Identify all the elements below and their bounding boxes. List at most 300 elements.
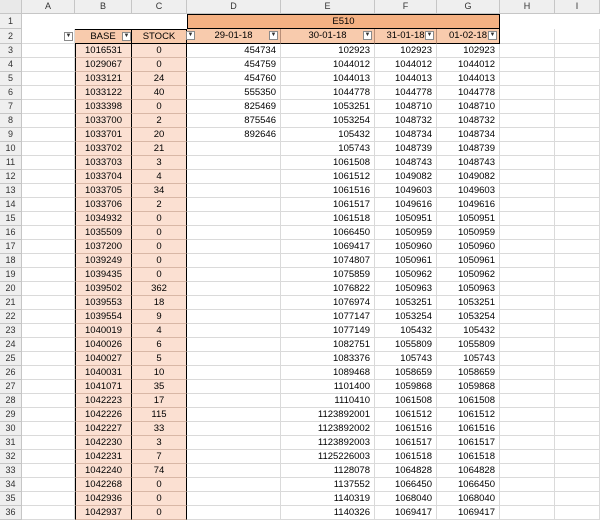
date-d-cell[interactable] [187,506,281,520]
date-g-cell[interactable]: 1058659 [437,366,500,380]
column-header-i[interactable]: I [555,0,600,14]
date-d-cell[interactable]: 454734 [187,44,281,58]
date-d-cell[interactable]: 825469 [187,100,281,114]
date-e-cell[interactable]: 105432 [281,128,375,142]
base-cell[interactable]: 1033703 [75,156,132,170]
empty-cell[interactable] [555,506,600,520]
date-d-cell[interactable] [187,366,281,380]
stock-cell[interactable]: 21 [132,142,187,156]
empty-cell[interactable] [555,282,600,296]
row-header[interactable]: 3 [0,44,22,58]
date-e-cell[interactable]: 1110410 [281,394,375,408]
base-cell[interactable]: 1033121 [75,72,132,86]
stock-cell[interactable]: 9 [132,310,187,324]
date-e-cell[interactable]: 1128078 [281,464,375,478]
base-cell[interactable]: 1039553 [75,296,132,310]
date-g-cell[interactable]: 1059868 [437,380,500,394]
chevron-down-icon[interactable]: ▼ [65,33,72,39]
stock-cell[interactable]: 18 [132,296,187,310]
empty-cell[interactable] [500,142,555,156]
date-g-cell[interactable]: 1048710 [437,100,500,114]
empty-cell[interactable] [500,422,555,436]
date-d-cell[interactable]: 892646 [187,128,281,142]
date-d-cell[interactable] [187,170,281,184]
date-f-cell[interactable]: 102923 [375,44,437,58]
chevron-down-icon[interactable]: ▼ [187,32,194,38]
date-g-cell[interactable]: 1049616 [437,198,500,212]
empty-cell[interactable] [22,506,75,520]
empty-cell[interactable] [22,212,75,226]
empty-cell[interactable] [555,352,600,366]
date-e-cell[interactable]: 1061518 [281,212,375,226]
row-header[interactable]: 6 [0,86,22,100]
date-f-cell[interactable]: 1048732 [375,114,437,128]
row-header[interactable]: 33 [0,464,22,478]
date-g-cell[interactable]: 1050961 [437,254,500,268]
empty-cell[interactable] [500,72,555,86]
empty-cell[interactable] [500,226,555,240]
date-f-cell[interactable]: 1050951 [375,212,437,226]
date-f-cell[interactable]: 1064828 [375,464,437,478]
empty-cell[interactable] [22,380,75,394]
empty-cell[interactable] [22,114,75,128]
date-d-cell[interactable] [187,324,281,338]
date-e-cell[interactable]: 1123892003 [281,436,375,450]
row-header[interactable]: 27 [0,380,22,394]
header-date-f[interactable]: 31-01-18 ▼ [375,29,437,44]
date-d-cell[interactable] [187,310,281,324]
empty-cell[interactable] [555,394,600,408]
row-header[interactable]: 17 [0,240,22,254]
row-header[interactable]: 10 [0,142,22,156]
empty-cell[interactable] [500,506,555,520]
empty-cell[interactable] [500,128,555,142]
empty-cell[interactable] [555,58,600,72]
stock-cell[interactable]: 0 [132,478,187,492]
empty-cell[interactable] [22,464,75,478]
stock-cell[interactable]: 0 [132,492,187,506]
stock-cell[interactable]: 20 [132,128,187,142]
empty-cell[interactable] [555,380,600,394]
date-d-cell[interactable] [187,184,281,198]
row-header[interactable]: 18 [0,254,22,268]
row-header[interactable]: 5 [0,72,22,86]
date-e-cell[interactable]: 1061516 [281,184,375,198]
empty-cell[interactable] [500,380,555,394]
date-e-cell[interactable]: 1053254 [281,114,375,128]
date-g-cell[interactable]: 1050959 [437,226,500,240]
row-header[interactable]: 22 [0,310,22,324]
date-f-cell[interactable]: 1058659 [375,366,437,380]
base-cell[interactable]: 1033706 [75,198,132,212]
date-f-cell[interactable]: 1050961 [375,254,437,268]
stock-cell[interactable]: 24 [132,72,187,86]
header-base[interactable]: ▼ BASE [75,29,132,44]
empty-cell[interactable] [22,394,75,408]
empty-cell[interactable] [22,422,75,436]
stock-cell[interactable]: 40 [132,86,187,100]
date-f-cell[interactable]: 1044013 [375,72,437,86]
date-g-cell[interactable]: 1061512 [437,408,500,422]
empty-cell[interactable] [500,324,555,338]
stock-cell[interactable]: 5 [132,352,187,366]
date-e-cell[interactable]: 105743 [281,142,375,156]
empty-cell[interactable] [22,240,75,254]
date-d-cell[interactable] [187,254,281,268]
empty-cell[interactable] [555,156,600,170]
row-header[interactable]: 13 [0,184,22,198]
row-header[interactable]: 20 [0,282,22,296]
date-g-cell[interactable]: 1048743 [437,156,500,170]
date-g-cell[interactable]: 1049082 [437,170,500,184]
stock-cell[interactable]: 3 [132,436,187,450]
empty-cell[interactable] [22,478,75,492]
chevron-down-icon[interactable]: ▼ [489,32,496,38]
date-f-cell[interactable]: 1048743 [375,156,437,170]
empty-cell[interactable] [500,338,555,352]
date-e-cell[interactable]: 1053251 [281,100,375,114]
base-cell[interactable]: 1040019 [75,324,132,338]
header-date-g[interactable]: 01-02-18 ▼ [437,29,500,44]
empty-cell[interactable] [22,72,75,86]
date-d-cell[interactable]: 454760 [187,72,281,86]
empty-cell[interactable] [500,100,555,114]
row-header[interactable]: 7 [0,100,22,114]
select-all-corner[interactable] [0,0,22,14]
base-cell[interactable]: 1039554 [75,310,132,324]
date-e-cell[interactable]: 1123892002 [281,422,375,436]
stock-cell[interactable]: 4 [132,170,187,184]
row-header[interactable]: 16 [0,226,22,240]
date-f-cell[interactable]: 1053251 [375,296,437,310]
empty-cell[interactable] [22,352,75,366]
date-f-cell[interactable]: 105743 [375,352,437,366]
column-header-b[interactable]: B [75,0,132,14]
date-g-cell[interactable]: 1049603 [437,184,500,198]
date-f-cell[interactable]: 1050962 [375,268,437,282]
empty-cell[interactable] [555,478,600,492]
empty-cell[interactable] [500,184,555,198]
date-e-cell[interactable]: 1061517 [281,198,375,212]
column-header-f[interactable]: F [375,0,437,14]
date-f-cell[interactable]: 1050963 [375,282,437,296]
date-g-cell[interactable]: 1053251 [437,296,500,310]
date-e-cell[interactable]: 1061508 [281,156,375,170]
date-g-cell[interactable]: 102923 [437,44,500,58]
empty-cell[interactable] [22,226,75,240]
date-d-cell[interactable] [187,156,281,170]
date-e-cell[interactable]: 1061512 [281,170,375,184]
empty-cell[interactable] [555,100,600,114]
empty-cell[interactable] [500,478,555,492]
empty-cell[interactable] [22,170,75,184]
date-e-cell[interactable]: 1077149 [281,324,375,338]
empty-cell[interactable] [555,464,600,478]
date-e-cell[interactable]: 1076822 [281,282,375,296]
date-e-cell[interactable]: 1044778 [281,86,375,100]
empty-cell[interactable] [22,156,75,170]
date-d-cell[interactable] [187,240,281,254]
base-cell[interactable]: 1042937 [75,506,132,520]
empty-cell[interactable] [22,86,75,100]
empty-cell[interactable] [500,44,555,58]
date-d-cell[interactable] [187,296,281,310]
base-cell[interactable]: 1039502 [75,282,132,296]
date-e-cell[interactable]: 1066450 [281,226,375,240]
empty-cell[interactable] [555,128,600,142]
date-d-cell[interactable] [187,422,281,436]
empty-cell[interactable] [500,240,555,254]
empty-cell[interactable] [500,282,555,296]
empty-cell[interactable] [500,156,555,170]
empty-cell[interactable] [500,366,555,380]
chevron-down-icon[interactable]: ▼ [426,32,433,38]
empty-cell[interactable] [22,338,75,352]
row-header[interactable]: 19 [0,268,22,282]
column-header-h[interactable]: H [500,0,555,14]
date-f-cell[interactable]: 1050959 [375,226,437,240]
date-f-cell[interactable]: 1061512 [375,408,437,422]
date-f-cell[interactable]: 1049603 [375,184,437,198]
stock-cell[interactable]: 34 [132,184,187,198]
empty-cell[interactable] [555,268,600,282]
stock-cell[interactable]: 0 [132,44,187,58]
date-f-cell[interactable]: 1069417 [375,506,437,520]
empty-cell[interactable] [500,86,555,100]
row-header[interactable]: 35 [0,492,22,506]
empty-cell[interactable] [22,366,75,380]
date-e-cell[interactable]: 1044013 [281,72,375,86]
row-header[interactable]: 2 [0,29,22,44]
column-header-d[interactable]: D [187,0,281,14]
stock-cell[interactable]: 0 [132,240,187,254]
chevron-down-icon[interactable]: ▼ [364,32,371,38]
row-header[interactable]: 32 [0,450,22,464]
empty-cell[interactable] [555,310,600,324]
stock-cell[interactable]: 35 [132,380,187,394]
empty-cell[interactable] [22,268,75,282]
date-d-cell[interactable]: 454759 [187,58,281,72]
empty-cell[interactable] [555,366,600,380]
empty-cell[interactable] [22,436,75,450]
date-e-cell[interactable]: 1125226003 [281,450,375,464]
base-cell[interactable]: 1042223 [75,394,132,408]
empty-cell[interactable] [500,198,555,212]
stock-cell[interactable]: 0 [132,506,187,520]
empty-cell[interactable] [555,240,600,254]
empty-cell[interactable] [22,100,75,114]
date-d-cell[interactable] [187,282,281,296]
empty-cell[interactable] [22,408,75,422]
date-f-cell[interactable]: 1044778 [375,86,437,100]
row-header[interactable]: 14 [0,198,22,212]
row-header[interactable]: 36 [0,506,22,520]
empty-cell[interactable] [500,170,555,184]
date-g-cell[interactable]: 1050962 [437,268,500,282]
empty-cell[interactable] [500,114,555,128]
date-d-cell[interactable] [187,478,281,492]
date-f-cell[interactable]: 1048710 [375,100,437,114]
date-g-cell[interactable]: 1061516 [437,422,500,436]
date-e-cell[interactable]: 1082751 [281,338,375,352]
date-d-cell[interactable]: 555350 [187,86,281,100]
base-cell[interactable]: 1040027 [75,352,132,366]
empty-cell[interactable] [500,268,555,282]
row-header[interactable]: 34 [0,478,22,492]
row-header[interactable]: 11 [0,156,22,170]
stock-cell[interactable]: 6 [132,338,187,352]
stock-cell[interactable]: 3 [132,156,187,170]
stock-cell[interactable]: 0 [132,212,187,226]
date-e-cell[interactable]: 102923 [281,44,375,58]
row-header[interactable]: 31 [0,436,22,450]
base-cell[interactable]: 1042240 [75,464,132,478]
base-cell[interactable]: 1040026 [75,338,132,352]
stock-cell[interactable]: 74 [132,464,187,478]
date-f-cell[interactable]: 1053254 [375,310,437,324]
date-d-cell[interactable] [187,212,281,226]
row-header[interactable]: 25 [0,352,22,366]
date-f-cell[interactable]: 1068040 [375,492,437,506]
base-cell[interactable]: 1042936 [75,492,132,506]
date-g-cell[interactable]: 1068040 [437,492,500,506]
stock-cell[interactable]: 0 [132,226,187,240]
date-f-cell[interactable]: 1049616 [375,198,437,212]
base-cell[interactable]: 1042268 [75,478,132,492]
date-g-cell[interactable]: 1048732 [437,114,500,128]
column-header-a[interactable]: A [22,0,75,14]
date-e-cell[interactable]: 1137552 [281,478,375,492]
date-g-cell[interactable]: 105432 [437,324,500,338]
stock-cell[interactable]: 0 [132,100,187,114]
empty-cell[interactable] [500,29,555,44]
date-d-cell[interactable] [187,436,281,450]
empty-cell[interactable] [500,352,555,366]
chevron-down-icon[interactable]: ▼ [123,33,130,39]
empty-cell[interactable] [555,170,600,184]
date-f-cell[interactable]: 1061508 [375,394,437,408]
date-e-cell[interactable]: 1077147 [281,310,375,324]
row-header[interactable]: 9 [0,128,22,142]
stock-cell[interactable]: 115 [132,408,187,422]
date-f-cell[interactable]: 105432 [375,324,437,338]
empty-cell[interactable] [22,296,75,310]
row-header[interactable]: 26 [0,366,22,380]
empty-cell[interactable] [500,492,555,506]
base-cell[interactable]: 1033700 [75,114,132,128]
empty-cell[interactable] [22,44,75,58]
empty-cell[interactable] [22,184,75,198]
empty-cell[interactable] [500,212,555,226]
date-d-cell[interactable] [187,394,281,408]
base-cell[interactable]: 1033705 [75,184,132,198]
empty-cell[interactable] [22,492,75,506]
date-e-cell[interactable]: 1089468 [281,366,375,380]
date-g-cell[interactable]: 1069417 [437,506,500,520]
row-header[interactable]: 24 [0,338,22,352]
row-header[interactable]: 12 [0,170,22,184]
date-d-cell[interactable] [187,352,281,366]
base-cell[interactable]: 1035509 [75,226,132,240]
date-g-cell[interactable]: 1053254 [437,310,500,324]
empty-cell[interactable] [500,436,555,450]
date-g-cell[interactable]: 1050951 [437,212,500,226]
row-header[interactable]: 28 [0,394,22,408]
empty-cell[interactable] [555,29,600,44]
base-cell[interactable]: 1041071 [75,380,132,394]
empty-cell[interactable] [555,44,600,58]
empty-cell[interactable] [22,450,75,464]
date-e-cell[interactable]: 1074807 [281,254,375,268]
date-f-cell[interactable]: 1066450 [375,478,437,492]
date-d-cell[interactable] [187,338,281,352]
empty-cell[interactable] [555,114,600,128]
date-g-cell[interactable]: 1048739 [437,142,500,156]
base-cell[interactable]: 1039249 [75,254,132,268]
stock-cell[interactable]: 33 [132,422,187,436]
empty-cell[interactable] [555,324,600,338]
date-f-cell[interactable]: 1061516 [375,422,437,436]
date-g-cell[interactable]: 1066450 [437,478,500,492]
empty-cell[interactable] [555,86,600,100]
date-g-cell[interactable]: 1061517 [437,436,500,450]
empty-cell[interactable] [500,394,555,408]
base-cell[interactable]: 1029067 [75,58,132,72]
empty-cell[interactable] [555,450,600,464]
row-header[interactable]: 8 [0,114,22,128]
empty-cell[interactable] [555,184,600,198]
empty-cell[interactable] [22,128,75,142]
row-header[interactable]: 4 [0,58,22,72]
empty-cell[interactable] [22,198,75,212]
empty-cell[interactable] [555,338,600,352]
stock-cell[interactable]: 0 [132,268,187,282]
date-f-cell[interactable]: 1048734 [375,128,437,142]
stock-cell[interactable]: 0 [132,58,187,72]
date-d-cell[interactable]: 875546 [187,114,281,128]
empty-cell[interactable] [555,72,600,86]
empty-cell[interactable] [555,254,600,268]
base-cell[interactable]: 1040031 [75,366,132,380]
date-e-cell[interactable]: 1140326 [281,506,375,520]
empty-cell[interactable] [22,58,75,72]
row-header[interactable]: 30 [0,422,22,436]
date-f-cell[interactable]: 1061518 [375,450,437,464]
base-cell[interactable]: 1033702 [75,142,132,156]
base-cell[interactable]: 1037200 [75,240,132,254]
empty-cell[interactable] [500,254,555,268]
column-header-e[interactable]: E [281,0,375,14]
empty-cell[interactable] [22,282,75,296]
base-cell[interactable]: 1033398 [75,100,132,114]
date-d-cell[interactable] [187,492,281,506]
date-g-cell[interactable]: 1048734 [437,128,500,142]
empty-cell[interactable] [500,58,555,72]
date-g-cell[interactable]: 1061508 [437,394,500,408]
date-f-cell[interactable]: 1049082 [375,170,437,184]
empty-cell[interactable] [555,142,600,156]
date-g-cell[interactable]: 1050963 [437,282,500,296]
base-cell[interactable]: 1016531 [75,44,132,58]
date-g-cell[interactable]: 1055809 [437,338,500,352]
date-g-cell[interactable]: 105743 [437,352,500,366]
date-f-cell[interactable]: 1044012 [375,58,437,72]
empty-cell[interactable] [500,450,555,464]
date-e-cell[interactable]: 1069417 [281,240,375,254]
date-g-cell[interactable]: 1044012 [437,58,500,72]
date-g-cell[interactable]: 1044778 [437,86,500,100]
date-d-cell[interactable] [187,198,281,212]
